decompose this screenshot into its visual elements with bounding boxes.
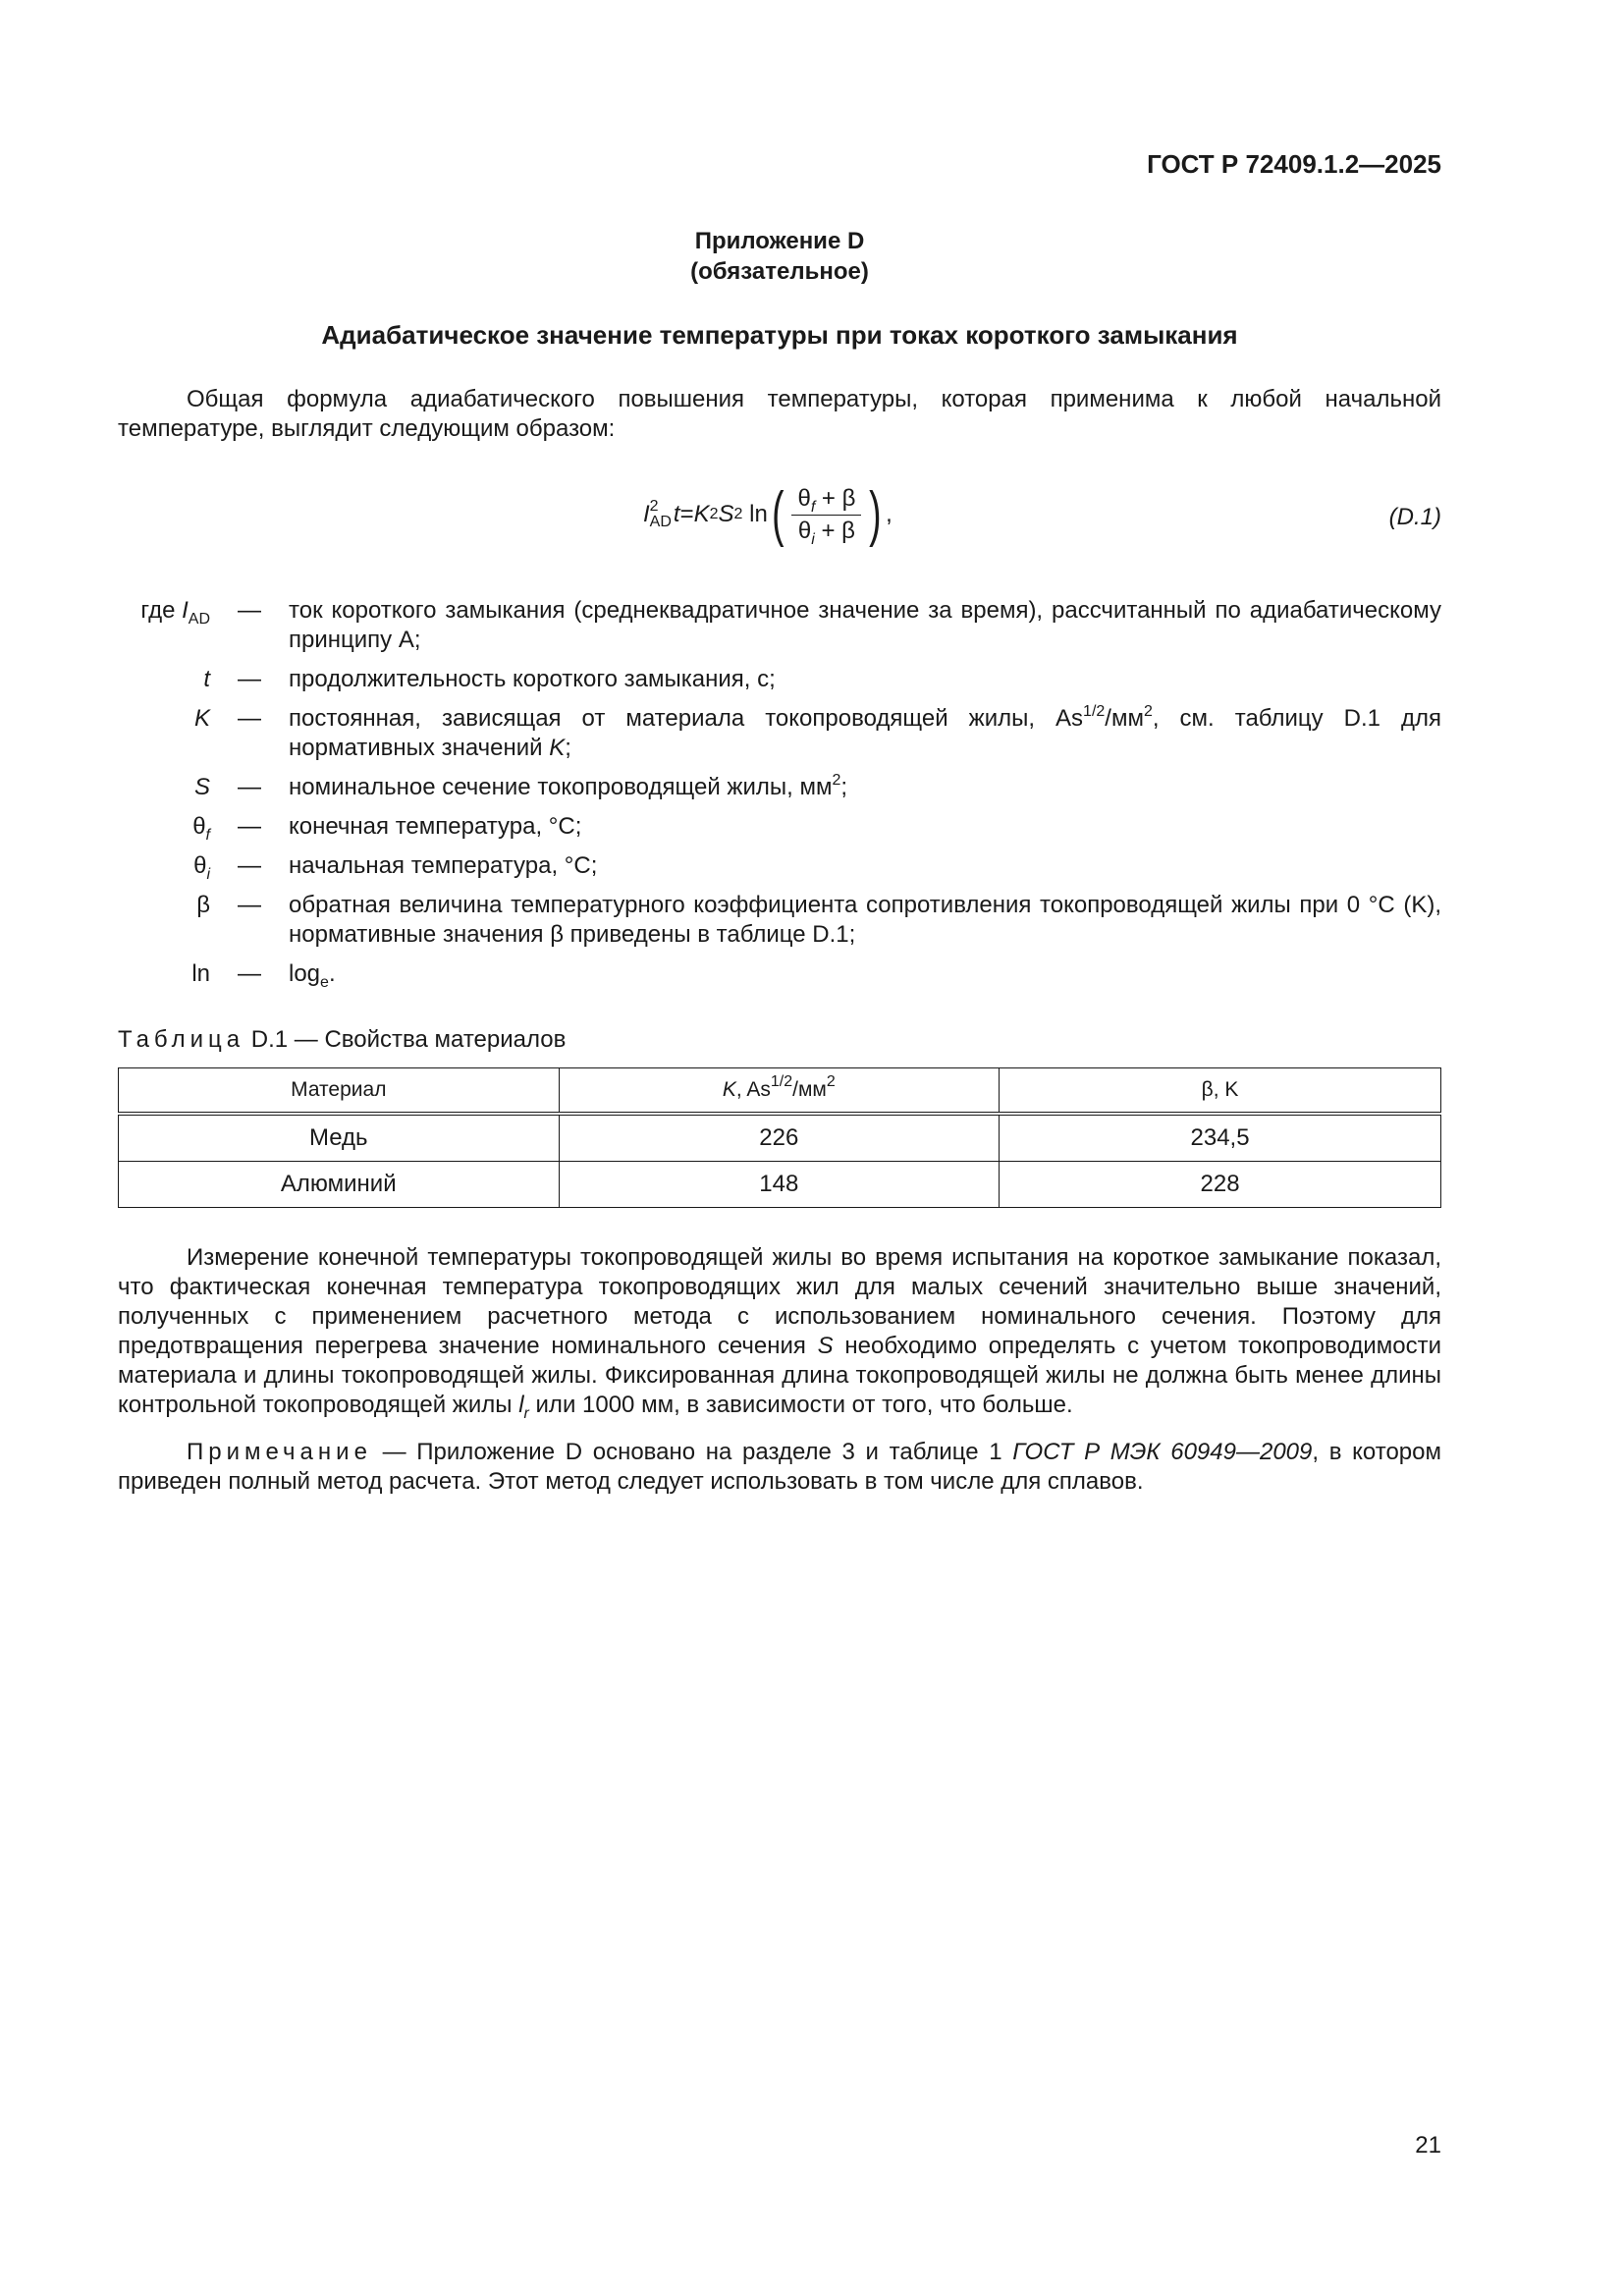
- text-part: , в котором приведен полный метод расчета. Этот метод следует использовать в том числе для сплавов.: [118, 1439, 1441, 1495]
- text-part: .: [328, 960, 336, 987]
- definition-item: [118, 704, 1441, 763]
- symbol-beta: β: [196, 892, 210, 918]
- header-k-unit: /мм: [792, 1078, 827, 1101]
- header-k-unit: , As: [735, 1078, 771, 1101]
- definition-symbol: [118, 665, 210, 694]
- symbol-s-inline: S: [817, 1333, 834, 1359]
- definition-dash: —: [238, 774, 261, 800]
- definition-item: [118, 596, 1441, 655]
- symbol-k-inline: K: [549, 735, 566, 761]
- definition-item: [118, 891, 1441, 950]
- formula-numerator: [791, 485, 861, 516]
- formula-ln: ln: [749, 501, 768, 527]
- appendix-title: Приложение D: [694, 228, 865, 254]
- symbol-t: t: [203, 666, 210, 692]
- definition-item: [118, 851, 1441, 881]
- definition-dash: —: [238, 892, 261, 918]
- superscript: 2: [1143, 703, 1153, 720]
- definition-text: [289, 773, 1441, 802]
- page-number: 21: [1415, 2132, 1441, 2159]
- cell-k: 226: [559, 1114, 1000, 1162]
- table-caption: [118, 1025, 566, 1055]
- materials-table: [118, 1067, 1441, 1208]
- standard-reference: ГОСТ Р МЭК 60949—2009: [1012, 1439, 1313, 1465]
- symbol-subscript: AD: [188, 611, 210, 628]
- formula-right-paren: ): [869, 480, 882, 548]
- numerator-plus-beta: + β: [815, 484, 856, 512]
- numerator-theta: θ: [797, 484, 811, 512]
- text-part: Измерение конечной температуры токопроводящей жилы во время испытания на короткое замыкание показал, что фактическая конечная температура токопроводящих жил для малых сечений значительно выше значений, полученных с применением расчетного метода с использованием номинального сечения. Поэтому для предотвращения перегрева значение номинального сечения: [118, 1244, 1441, 1359]
- definition-dash: —: [238, 852, 261, 879]
- formula-current-symbol: I: [643, 501, 650, 527]
- cell-material: Медь: [119, 1114, 560, 1162]
- symbol-l-inline: l: [518, 1392, 524, 1418]
- document-code: ГОСТ Р 72409.1.2—2025: [1147, 149, 1441, 179]
- header-beta: β, K: [1000, 1068, 1441, 1115]
- formula-fraction: [791, 484, 861, 548]
- header-k: [559, 1068, 1000, 1115]
- definition-dash: —: [238, 597, 261, 624]
- measurement-paragraph: [118, 1243, 1441, 1420]
- text-part: /мм: [1105, 705, 1144, 732]
- definition-dash: —: [238, 705, 261, 732]
- definition-symbol: [118, 596, 210, 655]
- cell-k: 148: [559, 1162, 1000, 1208]
- denominator-subscript: i: [811, 530, 815, 548]
- section-title: Адиабатическое значение температуры при токах короткого замыкания: [321, 320, 1238, 350]
- symbol-theta: θ: [193, 852, 207, 879]
- table-row: [119, 1114, 1441, 1162]
- formula-current-subscript: AD: [649, 514, 672, 530]
- symbol-subscript: f: [205, 827, 210, 844]
- formula-comma: ,: [886, 501, 893, 527]
- subscript: e: [320, 974, 329, 991]
- denominator-plus-beta: + β: [814, 517, 855, 544]
- definition-symbol: [118, 959, 210, 989]
- header-k-sup: 1/2: [770, 1073, 793, 1090]
- note-label: Примечание: [187, 1439, 372, 1465]
- text-part: ;: [840, 774, 848, 800]
- definitions-list: [118, 596, 1441, 999]
- definition-item: [118, 959, 1441, 989]
- formula-d1: I 2 AD t = K 2 S 2 ln ( $\frac{\theta_f + \beta}{\theta_i + \beta}$ ) ,: [643, 480, 893, 548]
- definition-item: [118, 812, 1441, 842]
- definition-text: начальная температура, °С;: [289, 852, 598, 879]
- appendix-status: (обязательное): [690, 258, 869, 285]
- intro-paragraph: Общая формула адиабатического повышения температуры, которая применима к любой начальной температуре, выглядит следующим образом:: [118, 386, 1441, 442]
- formula-left-paren: (: [771, 480, 784, 548]
- text-part: , см. таблицу D.1 для нормативных значений: [289, 705, 1441, 761]
- definition-dash: —: [238, 666, 261, 692]
- definition-text: обратная величина температурного коэффициента сопротивления токопроводящей жилы при 0 °С (K), нормативные значения β приведены в таблице D.1;: [289, 892, 1441, 948]
- symbol-i: I: [182, 597, 189, 624]
- symbol-ln: ln: [191, 960, 210, 987]
- text-part: — Приложение D основано на разделе 3 и таблице 1: [371, 1439, 1013, 1465]
- where-word: где: [140, 597, 176, 624]
- definition-symbol: [118, 704, 210, 763]
- definition-text: конечная температура, °С;: [289, 813, 582, 840]
- symbol-theta: θ: [192, 813, 206, 840]
- symbol-l-subscript: r: [523, 1405, 529, 1422]
- header-k-symbol: K: [722, 1078, 736, 1101]
- cell-beta: 234,5: [1000, 1114, 1441, 1162]
- table-row: [119, 1162, 1441, 1208]
- note-paragraph: [118, 1438, 1441, 1497]
- text-part: log: [289, 960, 321, 987]
- superscript: 1/2: [1083, 703, 1106, 720]
- cell-material: Алюминий: [119, 1162, 560, 1208]
- text-part: ;: [565, 735, 571, 761]
- formula-denominator: [792, 516, 861, 548]
- definition-text: [289, 704, 1441, 763]
- definition-symbol: [118, 773, 210, 802]
- text-part: постоянная, зависящая от материала токопроводящей жилы, As: [289, 705, 1084, 732]
- formula-equals: =: [679, 501, 694, 527]
- symbol-subscript: i: [206, 866, 210, 883]
- header-k-sup: 2: [826, 1073, 836, 1090]
- text-part: или 1000 мм, в зависимости от того, что больше.: [528, 1392, 1073, 1418]
- table-caption-word: Таблица: [118, 1026, 245, 1053]
- formula-current-square: 2: [649, 498, 659, 515]
- text-part: необходимо определять с учетом токопроводимости материала и длины токопроводящей жилы. Фиксированная длина токопроводящей жилы не должна быть менее длины контрольной токопроводящей жилы: [118, 1333, 1441, 1418]
- text-part: номинальное сечение токопроводящей жилы, мм: [289, 774, 833, 800]
- denominator-theta: θ: [797, 517, 812, 544]
- cell-beta: 228: [1000, 1162, 1441, 1208]
- formula-time-symbol: t: [673, 501, 680, 527]
- superscript: 2: [832, 772, 841, 789]
- formula-k-symbol: K: [693, 501, 710, 527]
- symbol-s: S: [193, 774, 210, 800]
- symbol-k: K: [193, 705, 210, 732]
- formula-s-symbol: S: [718, 501, 734, 527]
- numerator-subscript: f: [810, 498, 816, 516]
- definition-dash: —: [238, 960, 261, 987]
- definition-dash: —: [238, 813, 261, 840]
- header-material: Материал: [119, 1068, 560, 1115]
- definition-item: [118, 665, 1441, 694]
- definition-symbol: [118, 812, 210, 842]
- definition-text: продолжительность короткого замыкания, с;: [289, 666, 776, 692]
- definition-symbol: [118, 891, 210, 950]
- formula-number: (D.1): [1388, 504, 1441, 530]
- table-header-row: [119, 1068, 1441, 1115]
- definition-symbol: [118, 851, 210, 881]
- definition-item: [118, 773, 1441, 802]
- definition-text: ток короткого замыкания (среднеквадратичное значение за время), рассчитанный по адиабатическому принципу А;: [289, 597, 1441, 653]
- definition-text: [289, 959, 1441, 989]
- table-caption-text: D.1 — Свойства материалов: [244, 1026, 567, 1053]
